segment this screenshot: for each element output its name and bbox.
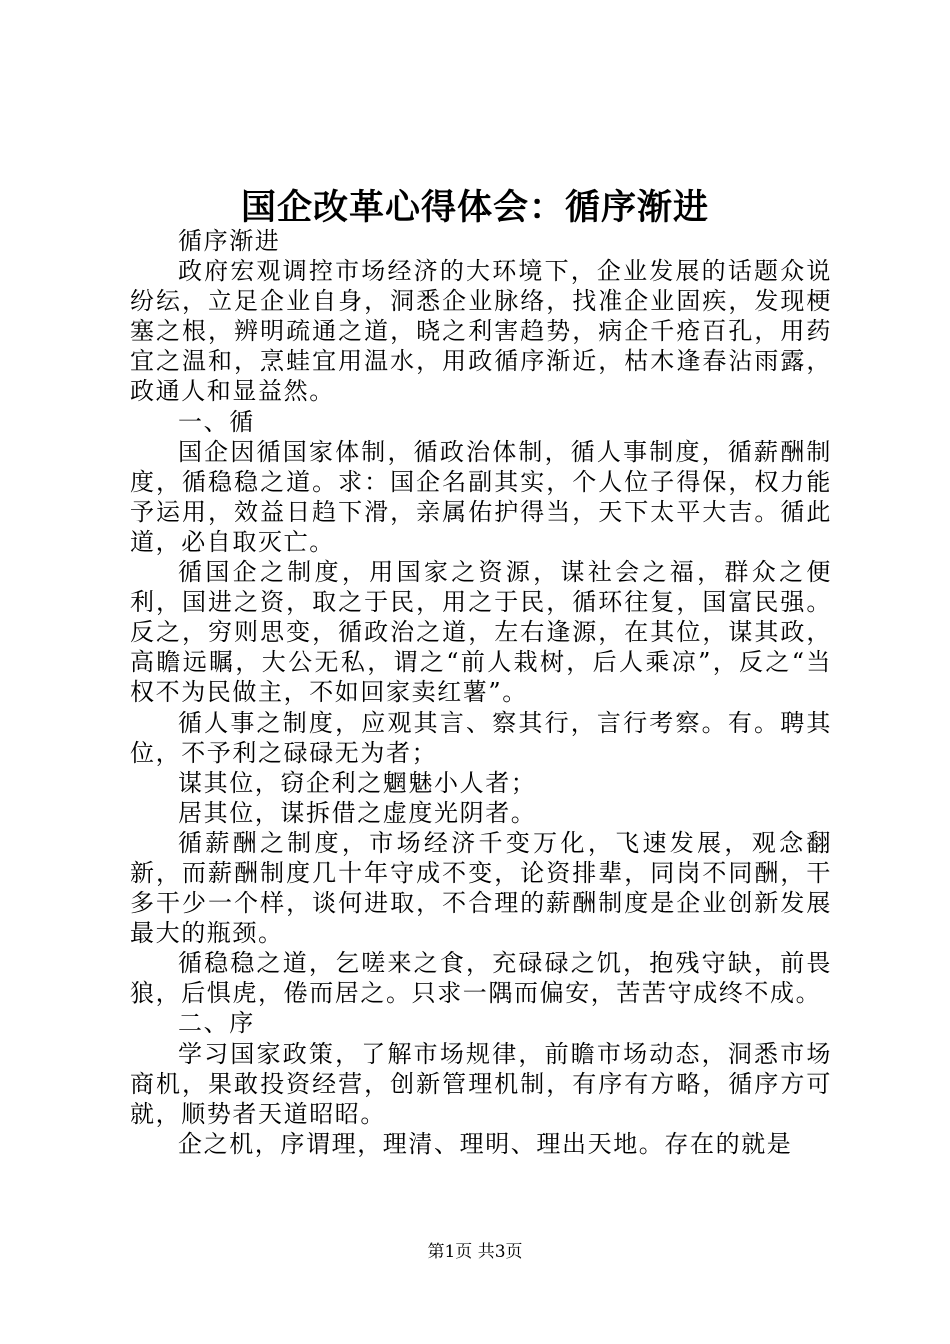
- paragraph: 学习国家政策，了解市场规律，前瞻市场动态，洞悉市场商机，果敢投资经营，创新管理机制，有序有方略，循序方可就，顺势者天道昭昭。: [130, 1039, 832, 1128]
- paragraph: 循人事之制度，应观其言、察其行，言行考察。有。聘其位，不予利之碌碌无为者；: [130, 708, 832, 767]
- paragraph: 循薪酬之制度，市场经济千变万化，飞速发展，观念翻新，而薪酬制度几十年守成不变，论资排辈，同岗不同酬，干多干少一个样，谈何进取，不合理的薪酬制度是企业创新发展最大的瓶颈。: [130, 828, 832, 948]
- paragraph-subtitle: 循序渐进: [178, 227, 281, 255]
- paragraph: 循稳稳之道，乞嗟来之食，充碌碌之饥，抱残守缺，前畏狼，后惧虎，倦而居之。只求一隅而偏安，苦苦守成终不成。: [130, 949, 832, 1008]
- paragraph: 居其位，谋拆借之虚度光阴者。: [178, 798, 537, 827]
- page-number-footer: 第1页 共3页: [427, 1242, 523, 1262]
- paragraph: 谋其位，窃企利之魍魅小人者；: [178, 768, 537, 797]
- document-body: [130, 226, 832, 1159]
- section-heading-xu: 二、序: [178, 1009, 255, 1038]
- section-heading-xun: 一、循: [178, 407, 255, 436]
- paragraph: 企之机，序谓理，理清、理明、理出天地。存在的就是: [178, 1129, 793, 1158]
- document-title: 国企改革心得体会：循序渐进: [240, 187, 709, 228]
- paragraph: 循国企之制度，用国家之资源，谋社会之福，群众之便利，国进之资，取之于民，用之于民，循环往复，国富民强。反之，穷则思变，循政治之道，左右逢源，在其位，谋其政，高瞻远瞩，大公无私，谓之“前人栽树，后人乘凉”，反之“当权不为民做主，不如回家卖红薯”。: [130, 558, 832, 707]
- paragraph: 国企因循国家体制，循政治体制，循人事制度，循薪酬制度，循稳稳之道。求：国企名副其实，个人位子得保，权力能予运用，效益日趋下滑，亲属佑护得当，天下太平大吉。循此道，必自取灭亡。: [130, 437, 832, 556]
- paragraph: 政府宏观调控市场经济的大环境下，企业发展的话题众说纷纭，立足企业自身，洞悉企业脉络，找准企业固疾，发现梗塞之根，辨明疏通之道，晓之利害趋势，病企千疮百孔，用药宜之温和，烹蛙宜用温水，用政循序渐近，枯木逢春沾雨露，政通人和显益然。: [130, 257, 832, 406]
